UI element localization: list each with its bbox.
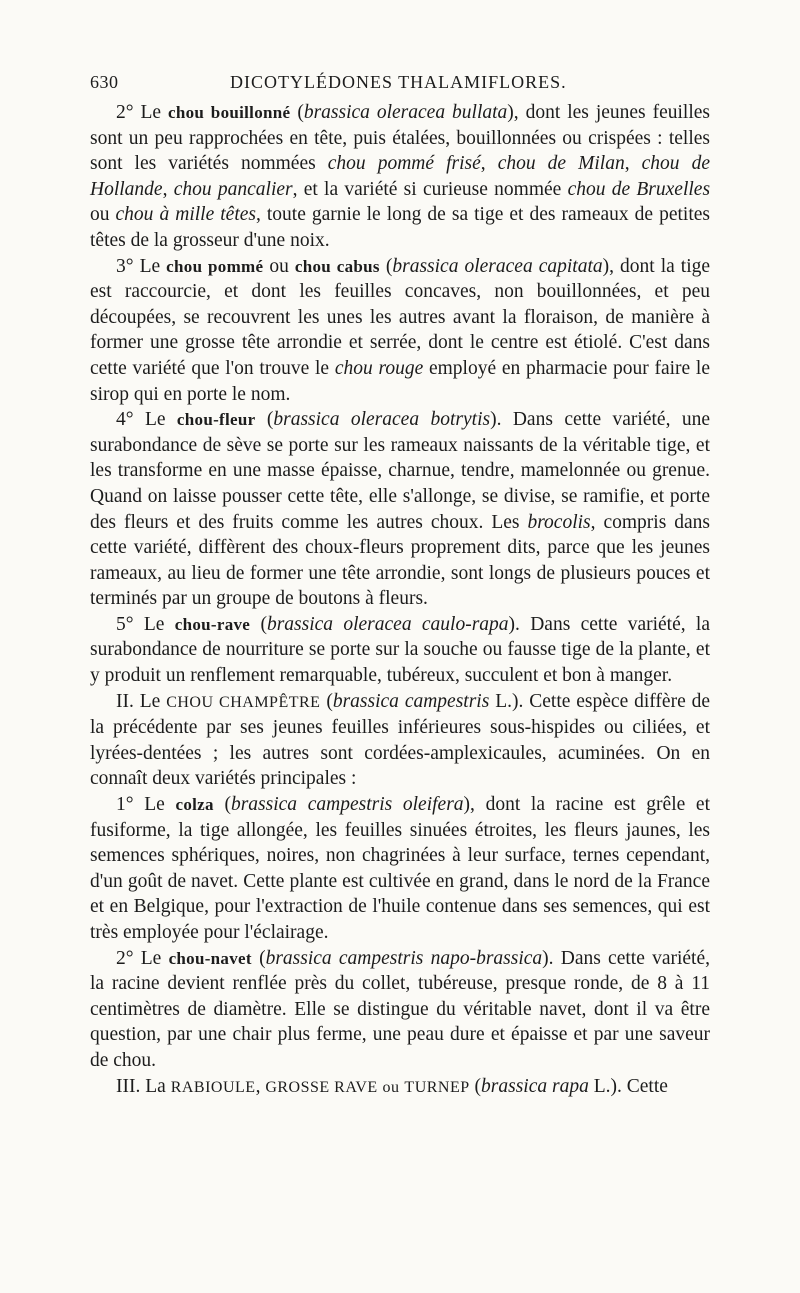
item-number: 5° Le bbox=[116, 613, 165, 635]
item-number: 2° Le bbox=[116, 102, 162, 123]
paren-open: ( bbox=[266, 409, 274, 431]
text-run: , bbox=[624, 153, 630, 175]
item-number: 2° Le bbox=[116, 947, 162, 969]
term-bold: chou cabus bbox=[294, 256, 380, 276]
latin-name: brassica oleracea capitata bbox=[392, 255, 603, 277]
term-bold: chou pommé bbox=[166, 256, 264, 276]
variety-name: chou de Bruxelles bbox=[567, 178, 711, 200]
text-run: ), dont la tige est raccourcie, et dont les feuilles concaves, non bouillonnées, et peu découpées, se recouvrent les unes les autres avant la floraison, de manière à former une grosse tête arrondie et serrée, dont le centre est étiolé. C'est dans cette variété que l'on trouve le bbox=[90, 255, 711, 379]
text-run: L.). Cette espèce diffère de la précédente par ses jeunes feuilles inférieures sous-hispides ou ciliées, et lyrées-dentées ; les autres sont cordées-amplexicaules, acuminées. On en connaît deux variétés principales : bbox=[90, 690, 711, 790]
text-run: , bbox=[255, 1075, 261, 1097]
term-bold: chou-navet bbox=[168, 948, 252, 968]
variety-name: chou rouge bbox=[334, 357, 424, 379]
latin-name: brassica campestris bbox=[332, 690, 490, 712]
paren-open: ( bbox=[385, 255, 393, 277]
item-number: 4° Le bbox=[116, 409, 166, 431]
latin-name: brassica oleracea bullata bbox=[303, 102, 508, 123]
text-run: ), dont la racine est grêle et fusiforme, la tige allongée, les feuilles sinuées étroites, les fleurs jaunes, les semences sphériques, noires, non chagrinées à leur surface, ternes cependant, d'un goût de navet. Cette plante est cultivée en grand, dans le nord de la France et en Belgique, pour l'extraction de l'huile contenue dans ses semences, qui est très employée pour l'éclairage. bbox=[90, 794, 711, 943]
latin-name: brassica rapa bbox=[481, 1075, 589, 1097]
term-small-caps: GROSSE RAVE bbox=[265, 1078, 378, 1096]
paragraph-chou-bouillonne bbox=[90, 100, 710, 254]
text-run: ou bbox=[382, 1078, 400, 1096]
paren-open: ( bbox=[260, 613, 267, 635]
variety-name: chou à mille têtes bbox=[115, 204, 256, 226]
text-run: ). Dans cette variété, la racine devient renflée près du collet, tubéreuse, presque ronde, de 8 à 11 centimètres de diamètre. Elle se distingue du véritable navet, dont il va être question, par une chair plus ferme, une peau dure et épaisse et par une saveur de chou. bbox=[90, 947, 710, 1071]
paragraph-chou-rave bbox=[90, 612, 710, 689]
paren-open: ( bbox=[326, 690, 333, 712]
text-run: employé en pharmacie pour faire le sirop qui en porte le nom. bbox=[90, 357, 710, 405]
text-run: , compris dans cette variété, diffèrent des choux-fleurs proprement dits, parce que les jeunes rameaux, au lieu de former une tête arrondie, sont longs de plusieurs pouces et terminés par un groupe de boutons à fleurs. bbox=[90, 511, 710, 610]
term-bold: colza bbox=[175, 795, 214, 815]
term-bold: chou bouillonné bbox=[168, 103, 291, 122]
text-run: , et la variété si curieuse nommée bbox=[292, 178, 562, 200]
item-number: III. La bbox=[116, 1075, 166, 1097]
latin-name: brassica campestris oleifera bbox=[230, 794, 464, 816]
text-run: , bbox=[162, 178, 168, 200]
running-title: DICOTYLÉDONES THALAMIFLORES. bbox=[230, 72, 567, 92]
variety-name: brocolis bbox=[527, 511, 591, 533]
term-small-caps: CHOU CHAMPÊTRE bbox=[166, 693, 321, 711]
paragraph-chou-pomme bbox=[90, 254, 710, 408]
latin-name: brassica campestris napo-brassica bbox=[265, 947, 543, 969]
variety-name: chou pommé frisé bbox=[327, 153, 481, 175]
page-number: 630 bbox=[90, 72, 119, 92]
variety-name: chou pancalier bbox=[173, 178, 293, 200]
item-number: 1° Le bbox=[116, 794, 165, 816]
text-run: , toute garnie le long de sa tige et des rameaux de petites têtes de la grosseur d'une noix. bbox=[90, 204, 710, 251]
paragraph-rabioule bbox=[90, 1074, 710, 1101]
paragraph-chou-fleur bbox=[90, 407, 710, 612]
text-run: L.). Cette bbox=[593, 1075, 668, 1097]
text-run: ou bbox=[269, 255, 289, 277]
latin-name: brassica oleracea caulo-rapa bbox=[266, 613, 509, 635]
term-small-caps: RABIOULE bbox=[170, 1078, 256, 1096]
item-number: 3° Le bbox=[116, 255, 161, 277]
paren-open: ( bbox=[224, 794, 231, 816]
text-run: ). Dans cette variété, une surabondance de sève se porte sur les rameaux naissants de la véritable tige, et les transforme en une masse épaisse, charnue, tendre, mamelonnée ou grenue. Quand on laisse pousser cette tête, elle s'allonge, se divise, se ramifie, et porte des fleurs et des fruits comme les autres choux. Les bbox=[90, 409, 710, 533]
variety-name: chou de Hollande bbox=[90, 153, 711, 200]
paragraph-chou-champetre bbox=[90, 689, 710, 792]
text-run: , bbox=[480, 153, 486, 175]
variety-name: chou de Milan bbox=[497, 153, 625, 175]
paragraph-colza bbox=[90, 792, 710, 946]
paren-open: ( bbox=[474, 1075, 482, 1097]
term-bold: chou-fleur bbox=[176, 410, 256, 430]
paren-open: ( bbox=[297, 102, 304, 123]
paragraph-chou-navet bbox=[90, 946, 710, 1074]
text-run: ). Dans cette variété, la surabondance de nourriture se porte sur la souche ou fausse tige de la plante, et y produit un renflement remarquable, tubéreux, succulent et bon à manger. bbox=[90, 613, 710, 687]
text-run: ), dont les jeunes feuilles sont un peu rapprochées en tête, puis étalées, bouillonnées ou crispées : telles sont les variétés nommées bbox=[90, 102, 710, 175]
latin-name: brassica oleracea botrytis bbox=[273, 409, 491, 431]
term-small-caps: TURNEP bbox=[404, 1078, 470, 1096]
page-body bbox=[90, 100, 710, 1100]
term-bold: chou-rave bbox=[174, 614, 251, 634]
item-number: II. Le bbox=[116, 690, 161, 712]
text-run: ou bbox=[90, 204, 110, 226]
paren-open: ( bbox=[259, 947, 266, 969]
